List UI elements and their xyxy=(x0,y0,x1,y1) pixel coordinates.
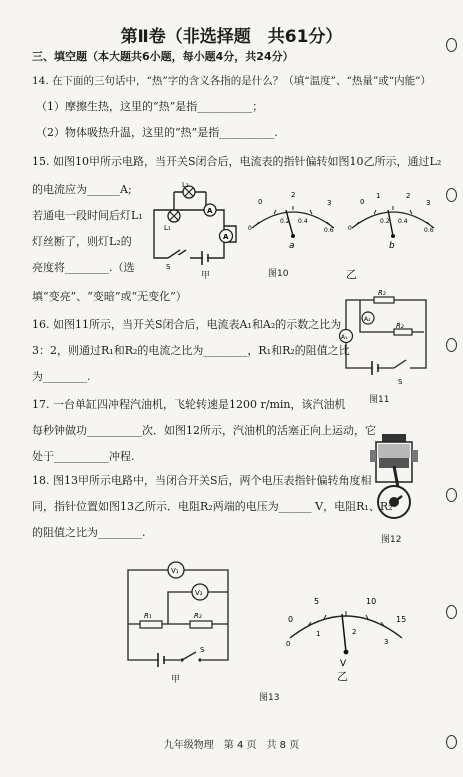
page-title: 第Ⅱ卷（非选择题 共61分） xyxy=(120,27,343,47)
fig10-yi: 乙 xyxy=(346,268,357,281)
label-V2: V₂ xyxy=(195,589,203,597)
q14-sub2: （2）物体吸热升温，这里的“热”是指__________. xyxy=(36,126,278,139)
fig11-caption: 图11 xyxy=(369,395,390,405)
label-R2: R₂ xyxy=(194,612,202,620)
q15-line5: 亮度将________.（选 xyxy=(32,261,135,274)
tick-5: 5 xyxy=(314,597,320,606)
unit-V: V xyxy=(340,659,347,669)
tick-3: 3 xyxy=(384,638,389,646)
tick-02: 0.2 xyxy=(280,218,290,225)
tick-15: 15 xyxy=(396,615,407,624)
label-A1: A₁ xyxy=(341,334,348,341)
q17-line1: 17. 一台单缸四冲程汽油机，飞轮转速是1200 r/min，该汽油机 xyxy=(32,398,346,411)
label-A2: A₂ xyxy=(364,316,371,323)
fig13-jia: 甲 xyxy=(171,675,181,685)
q15-line4: 灯丝断了，则灯L₂的 xyxy=(32,235,132,248)
tick-0: 0 xyxy=(360,198,365,206)
tick-1: 1 xyxy=(376,192,381,200)
fig10-jia: 甲 xyxy=(201,271,211,281)
label-a: a xyxy=(289,241,295,248)
tick-3: 3 xyxy=(426,199,431,207)
binding-hole xyxy=(446,188,457,202)
fig13-yi: 乙 xyxy=(337,670,348,683)
tick-10: 10 xyxy=(366,597,377,606)
tick-0-low: 0 xyxy=(286,640,291,648)
tick-0: 0 xyxy=(258,198,263,206)
q16-line3: 为________. xyxy=(32,370,91,383)
tick-02: 0.2 xyxy=(380,218,390,225)
binding-hole xyxy=(446,488,457,502)
q15-line2: 的电流应为______A; xyxy=(32,183,132,196)
tick-2: 2 xyxy=(352,628,357,636)
q18-line2: 同，指针位置如图13乙所示．电阻R₂两端的电压为______ V，电阻R₁、R₂ xyxy=(32,500,393,513)
q18-line1: 18. 图13甲所示电路中，当闭合开关S后，两个电压表指针偏转角度相 xyxy=(32,474,372,487)
tick-06: 0.6 xyxy=(424,227,434,234)
figure13-circuit xyxy=(118,552,242,670)
tick-2: 2 xyxy=(406,192,411,200)
ammeter-label-b: A xyxy=(223,233,229,241)
figure10-meter-a xyxy=(246,188,340,248)
label-S: S xyxy=(398,378,403,386)
label-L1: L₁ xyxy=(164,224,171,232)
q14-sub1: （1）摩擦生热，这里的“热”是指__________； xyxy=(36,100,264,113)
label-R2: R₂ xyxy=(396,322,404,330)
tick-0-low: 0 xyxy=(248,225,252,232)
q16-line2: 3：2，则通过R₁和R₂的电流之比为________，R₁和R₂的阻值之比 xyxy=(32,344,350,357)
label-S: S xyxy=(200,646,205,654)
ammeter-label-a: A xyxy=(207,207,213,215)
tick-0: 0 xyxy=(288,615,294,624)
binding-hole xyxy=(446,605,457,619)
label-S: S xyxy=(166,263,171,270)
fig13-caption: 图13 xyxy=(259,693,280,703)
q14-stem: 14. 在下面的三句话中，“热”字的含义各指的是什么？（填“温度”、“热量”或“内能”） xyxy=(32,75,431,87)
label-R2-top: R₂ xyxy=(378,290,386,297)
label-b: b xyxy=(389,241,395,248)
figure10-meter-b xyxy=(346,188,440,248)
tick-04: 0.4 xyxy=(398,218,408,225)
section-heading: 三、填空题（本大题共6小题，每小题4分，共24分） xyxy=(32,50,294,63)
tick-2: 2 xyxy=(291,191,296,199)
q17-line3: 处于__________冲程. xyxy=(32,450,135,463)
q16-line1: 16. 如图11所示，当开关S闭合后，电流表A₁和A₂的示数之比为 xyxy=(32,318,342,331)
tick-0-low: 0 xyxy=(348,225,352,232)
tick-1: 1 xyxy=(316,630,321,638)
binding-hole xyxy=(446,338,457,352)
label-L2: L₂ xyxy=(182,181,189,189)
page-footer: 九年级物理 第 4 页 共 8 页 xyxy=(163,740,300,751)
figure10-circuit xyxy=(146,178,252,270)
tick-3: 3 xyxy=(327,199,332,207)
fig12-caption: 图12 xyxy=(381,535,402,545)
figure13-voltmeter xyxy=(280,582,412,672)
q15-line6: 填“变亮”、“变暗”或“无变化”） xyxy=(32,290,187,303)
figure11-circuit xyxy=(336,290,436,390)
q15-line1: 15. 如图10甲所示电路，当开关S闭合后，电流表的指针偏转如图10乙所示，通过L₂ xyxy=(32,155,442,168)
label-R1: R₁ xyxy=(144,612,152,620)
tick-06: 0.6 xyxy=(324,227,334,234)
label-V1: V₁ xyxy=(171,567,179,575)
tick-04: 0.4 xyxy=(298,218,308,225)
q18-line3: 的阻值之比为________. xyxy=(32,526,146,539)
q15-line3: 若通电一段时间后灯L₁ xyxy=(32,209,143,222)
q17-line2: 每秒钟做功__________次．如图12所示，汽油机的活塞正向上运动，它 xyxy=(32,424,376,437)
fig10-caption: 图10 xyxy=(268,269,289,279)
